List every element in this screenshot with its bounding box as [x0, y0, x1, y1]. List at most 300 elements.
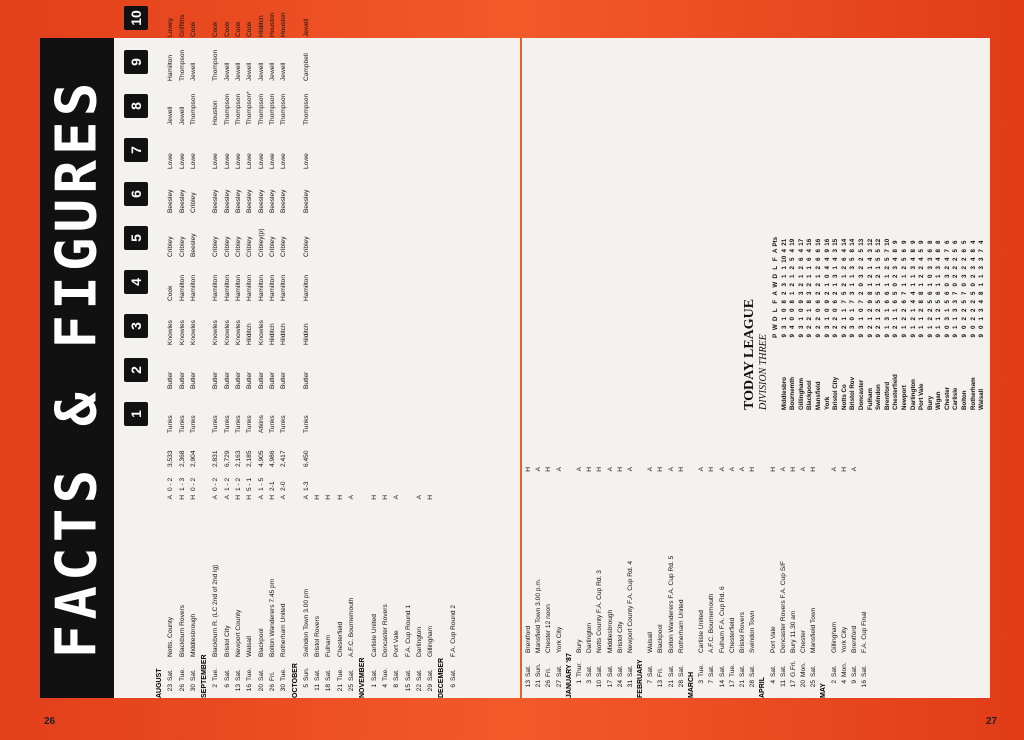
league-stat: 3 — [832, 249, 840, 253]
player-name: Houston — [280, 12, 288, 37]
league-stat: 4 — [978, 300, 986, 304]
league-stat: 9 — [789, 334, 797, 338]
fixture-result — [335, 467, 346, 491]
league-col-header: P — [772, 333, 779, 338]
league-stat: 6 — [900, 300, 908, 304]
league-stat: 4 — [909, 257, 917, 261]
league-row — [970, 110, 979, 410]
fixture-row — [656, 38, 666, 698]
fixture-weekday: Sat. — [626, 665, 634, 677]
fixture-attendance: 2,185 — [246, 450, 254, 467]
league-stat: 0 — [943, 325, 951, 329]
league-stat: 9 — [900, 240, 908, 244]
player-name: Lowe — [280, 153, 288, 169]
fixture-row — [210, 21, 221, 698]
league-stat: 2 — [814, 325, 822, 329]
player-name: Jewell — [178, 106, 186, 125]
fixture-match — [809, 463, 819, 653]
league-stat: 6 — [883, 291, 891, 295]
fixture-date: 22 — [415, 684, 423, 692]
league-stat: 7 — [978, 249, 986, 253]
league-stat: 1 — [909, 325, 917, 329]
fixture-row — [555, 38, 565, 698]
fixture-match — [860, 463, 870, 653]
fixture-opponent: Notts County F.A. Cup Rd. 3 — [596, 570, 604, 653]
league-stat: 4 — [909, 300, 917, 304]
fixture-opponent: Swindon Town 3.00 pm — [302, 588, 310, 657]
league-stat: 10 — [883, 238, 891, 246]
fixture-weekday: Sat. — [257, 669, 265, 681]
fixture-date: 4 — [381, 684, 389, 688]
league-stat: 5 — [875, 249, 883, 253]
league-col-header: L — [772, 308, 779, 313]
fixture-match — [267, 491, 278, 657]
league-stat: 8 — [935, 240, 943, 244]
league-stat: 0 — [961, 283, 969, 287]
league-team: Bury — [926, 395, 934, 410]
league-stat: 2 — [806, 325, 814, 329]
fixture-weekday: Sat. — [810, 665, 818, 677]
league-stat: 5 — [883, 257, 891, 261]
fixture-venue: A — [667, 467, 675, 472]
league-stat: 9 — [814, 334, 822, 338]
league-team: Bournemth — [789, 377, 797, 410]
league-stat: 9 — [918, 334, 926, 338]
league-stat: 2 — [857, 291, 865, 295]
league-team: Wigan — [935, 391, 943, 410]
fixture-opponent: Carlisle United — [370, 614, 378, 657]
league-row — [961, 110, 970, 410]
fixture-opponent: Bristol Rovers — [314, 615, 322, 657]
fixture-venue: A — [167, 495, 175, 500]
fixture-weekday: Sat. — [415, 669, 423, 681]
month-heading: MAY — [820, 683, 828, 698]
fixture-row — [667, 38, 677, 698]
fixture-weekday: Sat. — [738, 665, 746, 677]
league-stat: 3 — [952, 308, 960, 312]
league-stat: 7 — [900, 291, 908, 295]
fixture-opponent: Doncaster Rovers — [381, 604, 389, 657]
fixture-date: 26 — [178, 684, 186, 692]
league-stat: 4 — [943, 257, 951, 261]
fixture-match — [301, 491, 312, 657]
league-stat: 7 — [840, 300, 848, 304]
player-slot — [124, 172, 148, 216]
fixture-opponent: Middlesbrough — [606, 609, 614, 653]
league-stat: 5 — [935, 300, 943, 304]
league-stat: 9 — [943, 334, 951, 338]
fixtures-table-left — [118, 10, 488, 698]
fixture-date: 30 — [189, 684, 197, 692]
fixture-venue: A — [257, 495, 265, 500]
player-name: Beesley — [246, 189, 254, 213]
fixture-venue: A — [698, 467, 706, 472]
fixture-date: 17 — [789, 680, 797, 688]
league-row — [892, 110, 901, 410]
fixture-attendance: 2,368 — [178, 450, 186, 467]
league-stat: 0 — [823, 274, 831, 278]
league-stat: 6 — [883, 300, 891, 304]
fixture-date: 13 — [235, 684, 243, 692]
league-stat: 6 — [900, 249, 908, 253]
league-stat: 2 — [823, 291, 831, 295]
fixture-weekday: Sat. — [167, 669, 175, 681]
player-number-badge: 5 — [124, 226, 148, 250]
league-subtitle: DIVISION THREE — [758, 334, 769, 410]
fixture-weekday: Sat. — [325, 669, 333, 681]
league-stat: 5 — [900, 257, 908, 261]
league-stat: 2 — [840, 283, 848, 287]
league-stat: 3 — [857, 274, 865, 278]
player-slot — [124, 260, 148, 304]
player-name: Cribley — [223, 236, 231, 257]
fixture-date: 2 — [830, 680, 838, 684]
league-stat: 3 — [892, 266, 900, 270]
fixture-opponent: F.A. Cup Round 2 — [449, 604, 457, 657]
league-stat: 3 — [943, 317, 951, 321]
fixture-opponent: Blackburn Rovers — [178, 604, 186, 657]
player-number-badge: 2 — [124, 358, 148, 382]
fixture-opponent: York City — [555, 626, 563, 653]
league-team: Middlesbro — [780, 376, 788, 410]
league-stat: 2 — [961, 308, 969, 312]
fixture-row — [595, 38, 605, 698]
league-team: Chesterfield — [892, 374, 900, 410]
league-title: TODAY LEAGUE — [742, 298, 757, 410]
player-number-badge: 7 — [124, 138, 148, 162]
fixture-date: 18 — [325, 684, 333, 692]
player-name: Beesley — [223, 189, 231, 213]
fixture-weekday: Sat. — [596, 665, 604, 677]
player-name: Lowe — [167, 153, 175, 169]
player-name: Houston — [212, 100, 220, 125]
league-team: Brentford — [883, 381, 891, 410]
month-heading: JANUARY '87 — [565, 653, 573, 698]
fixture-attendance: 3,533 — [167, 450, 175, 467]
player-number-badge: 4 — [124, 270, 148, 294]
fixture-row — [312, 38, 323, 698]
league-row — [952, 110, 961, 410]
fixture-row — [677, 38, 687, 698]
fixture-weekday: Sat. — [370, 669, 378, 681]
fixture-venue: H — [336, 495, 344, 500]
player-name: Thompson* — [246, 91, 254, 125]
fixture-match — [840, 463, 850, 653]
league-stat: 0 — [797, 308, 805, 312]
fixture-date: 16 — [861, 680, 869, 688]
fixture-venue: H — [178, 495, 186, 500]
league-stat: 9 — [961, 334, 969, 338]
fixture-row — [188, 21, 199, 698]
fixture-match — [448, 491, 459, 657]
fixture-venue: A — [302, 495, 310, 500]
league-stat: 2 — [969, 308, 977, 312]
fixture-weekday: Tue. — [336, 668, 344, 681]
player-name: Cribley — [280, 236, 288, 257]
fixture-attendance: 6,729 — [223, 450, 231, 467]
player-name: Cook — [167, 285, 175, 301]
league-stat: 2 — [961, 257, 969, 261]
fixture-weekday: Sat. — [708, 665, 716, 677]
player-number-badge: 1 — [124, 402, 148, 426]
fixture-opponent: Port Vale — [769, 626, 777, 653]
fixture-weekday: Fri. — [268, 671, 276, 681]
player-name: Cook — [223, 21, 231, 37]
league-stat: 3 — [797, 291, 805, 295]
fixture-match — [850, 463, 860, 653]
fixture-attendance — [346, 433, 357, 467]
player-name: Thompson — [235, 93, 243, 125]
fixture-match — [830, 463, 840, 653]
fixture-match — [707, 463, 717, 653]
league-stat: 2 — [875, 274, 883, 278]
fixture-date: 21 — [738, 680, 746, 688]
fixture-match — [595, 463, 605, 653]
league-stat: 7 — [961, 291, 969, 295]
fixture-venue: H — [427, 495, 435, 500]
fixture-venue: A — [212, 495, 220, 500]
league-stat: 16 — [823, 238, 831, 246]
player-slot — [124, 304, 148, 348]
league-stat: 2 — [900, 308, 908, 312]
league-stat: 2 — [909, 317, 917, 321]
league-stat: 0 — [780, 308, 788, 312]
fixture-venue: A — [575, 467, 583, 472]
league-stat: 1 — [857, 317, 865, 321]
fixture-date: 11 — [314, 684, 322, 691]
league-stat: 7 — [883, 249, 891, 253]
league-stat: 4 — [789, 249, 797, 253]
league-stat: 1 — [832, 283, 840, 287]
fixture-venue: A — [280, 495, 288, 500]
player-name: Hamilton — [223, 274, 231, 301]
fixture-date: 26 — [545, 680, 553, 688]
fixture-weekday: Sat. — [189, 669, 197, 681]
league-stat: 2 — [892, 325, 900, 329]
player-name: Hilditch — [268, 323, 276, 345]
fixture-opponent: Fulham — [325, 635, 333, 657]
fixture-attendance — [312, 433, 323, 467]
player-name: Lowe — [257, 153, 265, 169]
fixture-result — [425, 467, 436, 491]
fixture-date: 23 — [167, 684, 175, 692]
fixture-venue: H — [586, 467, 594, 472]
fixture-match — [369, 491, 380, 657]
league-stat: 2 — [875, 308, 883, 312]
player-name: Thompson — [302, 93, 310, 125]
fixture-weekday: Sat. — [314, 669, 322, 681]
fixture-venue: A — [223, 495, 231, 500]
fixture-date: 3 — [586, 680, 594, 684]
league-stat: 1 — [978, 274, 986, 278]
league-stat: 1 — [978, 317, 986, 321]
player-name: Cribley(p) — [257, 228, 265, 257]
fixture-match — [210, 491, 221, 657]
player-name: Hamilton — [167, 54, 175, 81]
league-stat: 1 — [866, 283, 874, 287]
league-stat: 2 — [789, 266, 797, 270]
fixture-match — [789, 463, 799, 653]
fixture-row — [256, 15, 267, 698]
league-stat: 1 — [900, 283, 908, 287]
league-stat: 1 — [909, 283, 917, 287]
player-name: Beesley — [257, 189, 265, 213]
league-stat: 4 — [823, 266, 831, 270]
league-stat: 2 — [806, 317, 814, 321]
fixture-date: 10 — [596, 680, 604, 688]
league-stat: 3 — [926, 266, 934, 270]
league-stat: 6 — [926, 291, 934, 295]
league-stat: 0 — [926, 274, 934, 278]
player-name: Thompson — [257, 93, 265, 125]
league-stat: 2 — [832, 291, 840, 295]
league-stat: 0 — [857, 308, 865, 312]
fixture-venue: H — [370, 495, 378, 500]
fixture-row — [544, 38, 554, 698]
player-name: Griffiths — [178, 14, 186, 37]
player-name: Tunks — [280, 415, 288, 433]
league-stat: 2 — [900, 317, 908, 321]
league-stat: 9 — [780, 334, 788, 338]
fixture-venue: A — [555, 467, 563, 472]
month-heading: SEPTEMBER — [201, 654, 209, 698]
fixture-match — [165, 491, 176, 657]
league-stat: 6 — [814, 257, 822, 261]
fixture-venue: A — [830, 467, 838, 472]
league-stat: 4 — [969, 257, 977, 261]
league-stat: 0 — [849, 317, 857, 321]
fixture-row — [233, 21, 244, 698]
fixture-attendance: 4,986 — [268, 450, 276, 467]
league-stat: 1 — [892, 317, 900, 321]
player-name: Tunks — [189, 415, 197, 433]
league-stat: 2 — [814, 291, 822, 295]
fixture-date: 5 — [302, 684, 310, 688]
month-heading: FEBRUARY — [637, 659, 645, 698]
player-name: Jewell — [189, 62, 197, 81]
fixture-match — [606, 463, 616, 653]
league-team: Port Vale — [918, 383, 926, 410]
league-stat: 9 — [840, 334, 848, 338]
fixture-result: 0 - 2 — [212, 477, 220, 491]
league-stat: 2 — [952, 274, 960, 278]
player-number-badge: 8 — [124, 94, 148, 118]
league-row — [901, 110, 910, 410]
fixture-weekday: Sat. — [449, 669, 457, 681]
player-name: Knowles — [189, 320, 197, 345]
fixture-result — [414, 467, 425, 491]
fixture-opponent: Doncaster Rovers F.A. Cup S/F — [779, 561, 787, 653]
league-stat: 1 — [883, 274, 891, 278]
player-name: Lowe — [246, 153, 254, 169]
player-name: Cribley — [302, 236, 310, 257]
fixture-opponent: Blackpool — [657, 624, 665, 653]
fixture-result: 0 - 2 — [167, 477, 175, 491]
league-stat: 3 — [961, 274, 969, 278]
league-stat: 3 — [952, 300, 960, 304]
league-team: Blackpool — [806, 380, 814, 410]
league-stat: 2 — [797, 283, 805, 287]
league-stat: 0 — [969, 325, 977, 329]
league-row — [789, 110, 798, 410]
league-col-header: W — [772, 324, 779, 331]
league-stat: 3 — [849, 291, 857, 295]
fixture-venue: H — [840, 467, 848, 472]
month-heading: APRIL — [759, 677, 767, 698]
league-stat: 9 — [926, 334, 934, 338]
league-stat: 4 — [789, 325, 797, 329]
league-stat: 2 — [961, 266, 969, 270]
fixture-opponent: Fulham F.A. Cup Rd. 6 — [718, 586, 726, 653]
league-stat: 1 — [806, 274, 814, 278]
fixture-weekday: Fri. — [657, 667, 665, 677]
player-name: Hamilton — [189, 274, 197, 301]
league-stat: 9 — [892, 334, 900, 338]
fixture-venue: H — [189, 495, 197, 500]
league-table — [742, 110, 986, 410]
fixture-row — [222, 21, 233, 698]
fixture-venue: H — [268, 495, 276, 500]
player-name: Hamilton — [178, 274, 186, 301]
league-stat: 6 — [943, 291, 951, 295]
fixture-opponent: Chester 12 noon — [545, 604, 553, 653]
player-name: Jewell — [302, 18, 310, 37]
league-stat: 1 — [806, 308, 814, 312]
fixture-row — [301, 18, 312, 698]
player-name: Cribley — [235, 236, 243, 257]
fixture-date: 30 — [280, 684, 288, 692]
player-name: Tunks — [235, 415, 243, 433]
league-stat: 2 — [969, 317, 977, 321]
league-row — [815, 110, 824, 410]
league-stat: 3 — [806, 291, 814, 295]
league-row — [841, 110, 850, 410]
league-stat: 1 — [883, 325, 891, 329]
league-stat: 1 — [789, 274, 797, 278]
player-name: Jewell — [167, 106, 175, 125]
fixture-opponent: Walsall — [647, 631, 655, 653]
league-stat: 13 — [857, 238, 865, 246]
fixture-match — [799, 463, 809, 653]
league-row — [858, 110, 867, 410]
fixture-match — [323, 491, 334, 657]
fixture-match — [188, 491, 199, 657]
player-name: Thompson — [178, 49, 186, 81]
fixture-weekday: Mon. — [840, 662, 848, 677]
player-slot — [124, 348, 148, 392]
league-stat: 1 — [952, 325, 960, 329]
fixture-row — [575, 38, 585, 698]
fixture-match — [667, 463, 677, 653]
league-stat: 1 — [797, 317, 805, 321]
player-slot — [124, 216, 148, 260]
league-stat: 2 — [952, 257, 960, 261]
league-row — [824, 110, 833, 410]
fixture-date: 26 — [268, 684, 276, 692]
fixture-venue: H — [677, 467, 685, 472]
player-name: Thompson — [280, 93, 288, 125]
fixture-date: 25 — [348, 684, 356, 692]
fixture-opponent: Walsall — [246, 635, 254, 657]
fixture-opponent: Brentford — [525, 625, 532, 653]
league-stat: 6 — [961, 249, 969, 253]
league-stat: 0 — [978, 325, 986, 329]
player-name: Beesley — [302, 189, 310, 213]
player-number-badge: 3 — [124, 314, 148, 338]
fixture-date: 13 — [525, 680, 532, 688]
league-row — [918, 110, 927, 410]
league-team: Walsall — [978, 388, 986, 410]
